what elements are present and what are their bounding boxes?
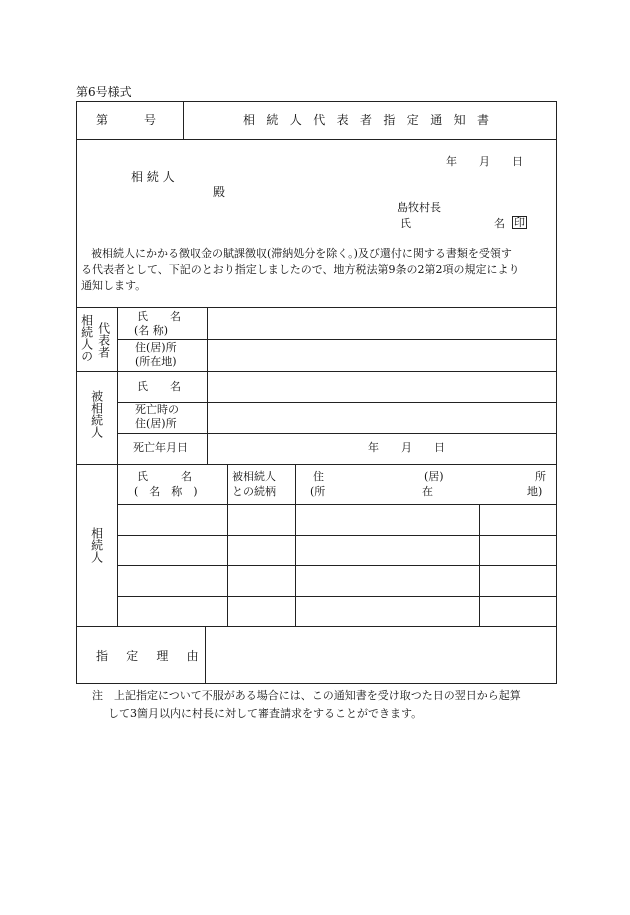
- death-date-value: 年 月 日: [368, 441, 445, 454]
- death-date-label: 死亡年月日: [133, 441, 188, 454]
- footnote-line-2: して3箇月以内に村長に対して審査請求をすることができます。: [108, 707, 423, 720]
- form-number-label: 第6号様式: [76, 85, 132, 99]
- heir-col-relation-2: との続柄: [232, 485, 276, 498]
- heir-col-name-2: ( 名 称 ): [134, 485, 198, 498]
- document-number-field: 第 号: [96, 113, 157, 127]
- notice-body-line-1: 被相続人にかかる徴収金の賦課徴収(滞納処分を除く。)及び還付に関する書類を受領す: [91, 247, 512, 260]
- representative-name-label-1: 氏 名: [137, 310, 181, 323]
- issuer-title: 島牧村長: [397, 201, 441, 214]
- heirs-side-label: 相続人: [89, 527, 104, 563]
- heir-col-address-2a: (所: [310, 485, 326, 498]
- heir-col-address-1c: 所: [535, 470, 546, 483]
- addressee-label: 相 続 人: [131, 170, 175, 184]
- representative-address-label-1: 住(居)所: [135, 341, 177, 354]
- decedent-name-label: 氏 名: [137, 380, 181, 393]
- decedent-address-label-1: 死亡時の: [135, 403, 179, 416]
- notice-body-line-2: る代表者として、下記のとおり指定しましたので、地方税法第9条の2第2項の規定により: [81, 263, 520, 276]
- notice-body-line-3: 通知します。: [81, 279, 147, 292]
- heir-col-relation-1: 被相続人: [232, 470, 276, 483]
- designation-reason-label: 指 定 理 由: [96, 649, 206, 663]
- honorific-label: 殿: [213, 185, 226, 199]
- decedent-address-label-2: 住(居)所: [135, 417, 177, 430]
- heir-col-address-1a: 住: [313, 470, 324, 483]
- heir-col-name-1: 氏 名: [137, 470, 192, 483]
- footnote-line-1: 注 上記指定について不服がある場合には、この通知書を受け取つた日の翌日から起算: [92, 689, 521, 702]
- representative-side-label-right: 代表者: [96, 322, 111, 358]
- document-title: 相続人代表者指定通知書: [243, 113, 501, 127]
- seal-mark: 印: [514, 216, 525, 229]
- issuer-name-right: 名: [494, 217, 505, 230]
- representative-address-label-2: (所在地): [135, 355, 177, 368]
- representative-side-label-left: 相続人の: [79, 314, 94, 362]
- heir-col-address-2c: 地): [527, 485, 543, 498]
- heir-col-address-2b: 在: [422, 485, 433, 498]
- representative-name-label-2: (名 称): [134, 324, 169, 337]
- heir-col-address-1b: (居): [424, 470, 444, 483]
- issuer-name-left: 氏: [400, 217, 411, 230]
- notice-date: 年 月 日: [446, 155, 523, 168]
- decedent-side-label: 被相続人: [89, 390, 104, 438]
